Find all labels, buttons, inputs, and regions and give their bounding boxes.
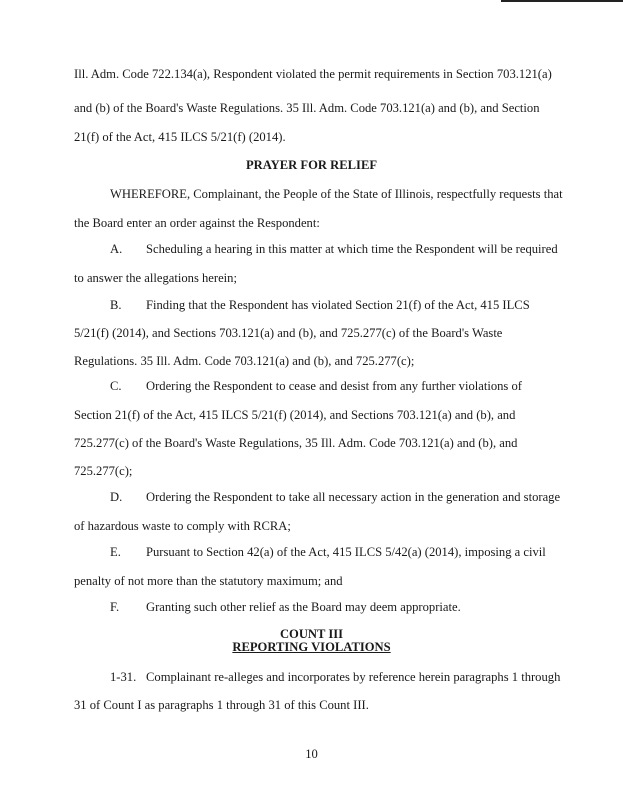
item-text-line: Finding that the Respondent has violated Section 21(f) of the Act, 415 ILCS: [146, 298, 530, 312]
item-text-line: 5/21(f) (2014), and Sections 703.121(a) and (b), and 725.277(c) of the Board's Waste: [74, 326, 503, 340]
item-text-line: 725.277(c) of the Board's Waste Regulations, 35 Ill. Adm. Code 703.121(a) and (b), and: [74, 436, 518, 450]
item-label: D.: [110, 490, 123, 504]
body-text-line: and (b) of the Board's Waste Regulations. 35 Ill. Adm. Code 703.121(a) and (b), and Section: [74, 101, 540, 115]
item-text-line: Regulations. 35 Ill. Adm. Code 703.121(a) and (b), and 725.277(c);: [74, 354, 415, 368]
item-text-line: of hazardous waste to comply with RCRA;: [74, 519, 291, 533]
paragraph-text-line: Complainant re-alleges and incorporates by reference herein paragraphs 1 through: [146, 670, 561, 684]
page-edge-rule: [501, 0, 623, 2]
count-subheading: REPORTING VIOLATIONS: [232, 640, 391, 654]
item-text-line: 725.277(c);: [74, 464, 133, 478]
item-text-line: Scheduling a hearing in this matter at which time the Respondent will be required: [146, 242, 558, 256]
item-label: F.: [110, 600, 120, 614]
item-text-line: Granting such other relief as the Board may deem appropriate.: [146, 600, 461, 614]
item-label: B.: [110, 298, 122, 312]
body-text-line: 21(f) of the Act, 415 ILCS 5/21(f) (2014).: [74, 130, 286, 144]
item-text-line: Ordering the Respondent to take all necessary action in the generation and storage: [146, 490, 561, 504]
item-text-line: penalty of not more than the statutory maximum; and: [74, 574, 343, 588]
paragraph-label: 1-31.: [110, 670, 137, 684]
body-text-line: WHEREFORE, Complainant, the People of the State of Illinois, respectfully requests that: [110, 187, 563, 201]
body-text-line: Ill. Adm. Code 722.134(a), Respondent violated the permit requirements in Section 703.121(a): [74, 67, 552, 81]
count-heading: COUNT III: [279, 627, 344, 641]
item-text-line: Pursuant to Section 42(a) of the Act, 415 ILCS 5/42(a) (2014), imposing a civil: [146, 545, 546, 559]
paragraph-text-line: 31 of Count I as paragraphs 1 through 31 of this Count III.: [74, 698, 369, 712]
item-label: C.: [110, 379, 122, 393]
item-text-line: Section 21(f) of the Act, 415 ILCS 5/21(f) (2014), and Sections 703.121(a) and (b), and: [74, 408, 516, 422]
item-text-line: Ordering the Respondent to cease and desist from any further violations of: [146, 379, 522, 393]
item-text-line: to answer the allegations herein;: [74, 271, 237, 285]
body-text-line: the Board enter an order against the Respondent:: [74, 216, 320, 230]
prayer-heading: PRAYER FOR RELIEF: [245, 158, 378, 172]
item-label: E.: [110, 545, 121, 559]
page-number: 10: [305, 747, 318, 761]
item-label: A.: [110, 242, 123, 256]
